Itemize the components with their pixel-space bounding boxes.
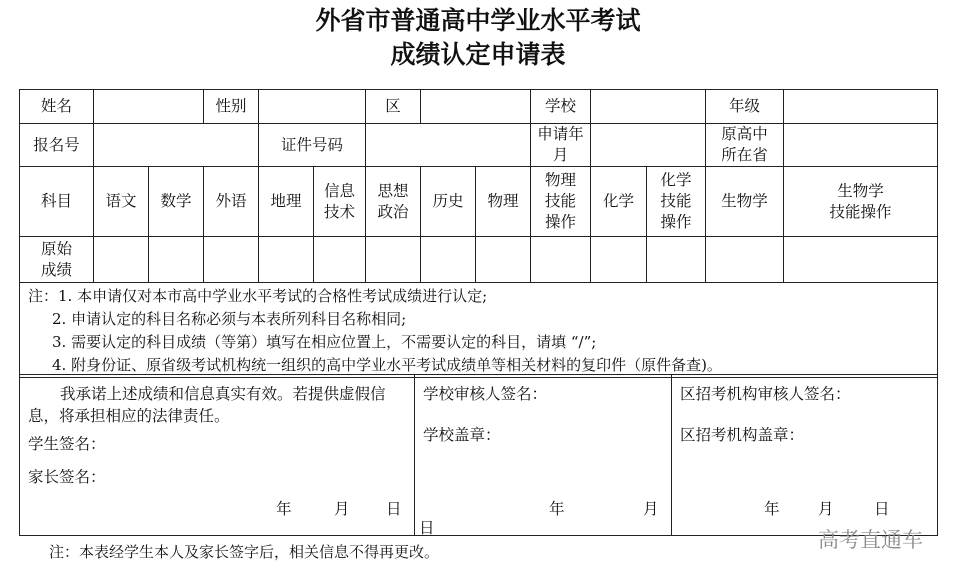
date-day: 日 bbox=[419, 519, 435, 537]
watermark: 高考直通车 bbox=[818, 528, 923, 552]
grade-label: 年级 bbox=[706, 90, 784, 124]
date-day: 日 bbox=[874, 500, 890, 518]
date-month: 月 bbox=[334, 500, 350, 518]
district-reviewer-label: 区招考机构审核人签名： bbox=[680, 385, 851, 403]
score-it[interactable] bbox=[314, 237, 366, 283]
pledge-text: 我承诺上述成绩和信息真实有效。若提供虚假信息，将承担相应的法律责任。 bbox=[28, 385, 386, 425]
subject-chemistry: 化学 bbox=[591, 167, 647, 237]
subject-physics-lab: 物理 技能 操作 bbox=[531, 167, 591, 237]
subject-math: 数学 bbox=[149, 167, 204, 237]
date-day: 日 bbox=[386, 500, 402, 518]
score-foreign-language[interactable] bbox=[204, 237, 259, 283]
score-chemistry[interactable] bbox=[591, 237, 647, 283]
subject-chemistry-lab: 化学 技能 操作 bbox=[647, 167, 706, 237]
grade-field[interactable] bbox=[784, 90, 938, 124]
orig-province-label: 原高中 所在省 bbox=[706, 124, 784, 167]
score-label: 原始 成绩 bbox=[20, 237, 94, 283]
score-biology[interactable] bbox=[706, 237, 784, 283]
school-label: 学校 bbox=[531, 90, 591, 124]
school-reviewer-label: 学校审核人签名： bbox=[423, 385, 548, 403]
reg-no-field[interactable] bbox=[94, 124, 259, 167]
form-title: 外省市普通高中学业水平考试 bbox=[315, 6, 641, 35]
name-field[interactable] bbox=[94, 90, 204, 124]
gender-field[interactable] bbox=[259, 90, 366, 124]
score-physics[interactable] bbox=[476, 237, 531, 283]
notes-block bbox=[20, 283, 938, 378]
subject-header: 科目 bbox=[20, 167, 94, 237]
school-field[interactable] bbox=[591, 90, 706, 124]
score-chinese[interactable] bbox=[94, 237, 149, 283]
id-no-field[interactable] bbox=[366, 124, 531, 167]
subject-biology-lab: 生物学 技能操作 bbox=[784, 167, 938, 237]
score-math[interactable] bbox=[149, 237, 204, 283]
reg-no-label: 报名号 bbox=[20, 124, 94, 167]
apply-date-label: 申请年月 bbox=[531, 124, 591, 167]
district-field[interactable] bbox=[421, 90, 531, 124]
score-form-table bbox=[19, 89, 938, 378]
district-label: 区 bbox=[366, 90, 421, 124]
note-line: 3. 需要认定的科目成绩（等第）填写在相应位置上，不需要认定的科目，请填 “/”; bbox=[52, 333, 597, 351]
student-sign-block bbox=[20, 375, 415, 536]
subject-history: 历史 bbox=[421, 167, 476, 237]
footer-note: 注：本表经学生本人及家长签字后，相关信息不得再更改。 bbox=[49, 543, 440, 561]
name-label: 姓名 bbox=[20, 90, 94, 124]
school-review-block bbox=[415, 375, 672, 536]
student-sign-label: 学生签名： bbox=[28, 435, 106, 453]
date-month: 月 bbox=[643, 500, 659, 518]
date-year: 年 bbox=[549, 500, 565, 518]
note-line: 4. 附身份证、原省级考试机构统一组织的高中学业水平考试成绩单等相关材料的复印件（原件备查)。 bbox=[52, 356, 722, 374]
district-review-block bbox=[672, 375, 938, 536]
date-year: 年 bbox=[276, 500, 292, 518]
subject-physics: 物理 bbox=[476, 167, 531, 237]
subject-politics: 思想 政治 bbox=[366, 167, 421, 237]
form-subtitle: 成绩认定申请表 bbox=[390, 40, 566, 69]
subject-foreign-language: 外语 bbox=[204, 167, 259, 237]
subject-it: 信息 技术 bbox=[314, 167, 366, 237]
district-stamp-label: 区招考机构盖章： bbox=[680, 426, 805, 444]
date-year: 年 bbox=[764, 500, 780, 518]
score-physics-lab[interactable] bbox=[531, 237, 591, 283]
note-line: 注：1. 本申请仅对本市高中学业水平考试的合格性考试成绩进行认定; bbox=[28, 287, 488, 305]
subject-biology: 生物学 bbox=[706, 167, 784, 237]
orig-province-field[interactable] bbox=[784, 124, 938, 167]
apply-date-field[interactable] bbox=[591, 124, 706, 167]
parent-sign-label: 家长签名： bbox=[28, 468, 106, 486]
gender-label: 性别 bbox=[204, 90, 259, 124]
subject-geography: 地理 bbox=[259, 167, 314, 237]
score-politics[interactable] bbox=[366, 237, 421, 283]
subject-chinese: 语文 bbox=[94, 167, 149, 237]
school-stamp-label: 学校盖章： bbox=[423, 426, 501, 444]
note-line: 2. 申请认定的科目名称必须与本表所列科目名称相同; bbox=[52, 310, 407, 328]
id-no-label: 证件号码 bbox=[259, 124, 366, 167]
score-biology-lab[interactable] bbox=[784, 237, 938, 283]
date-month: 月 bbox=[818, 500, 834, 518]
score-history[interactable] bbox=[421, 237, 476, 283]
signature-table bbox=[19, 374, 938, 536]
score-chemistry-lab[interactable] bbox=[647, 237, 706, 283]
score-geography[interactable] bbox=[259, 237, 314, 283]
